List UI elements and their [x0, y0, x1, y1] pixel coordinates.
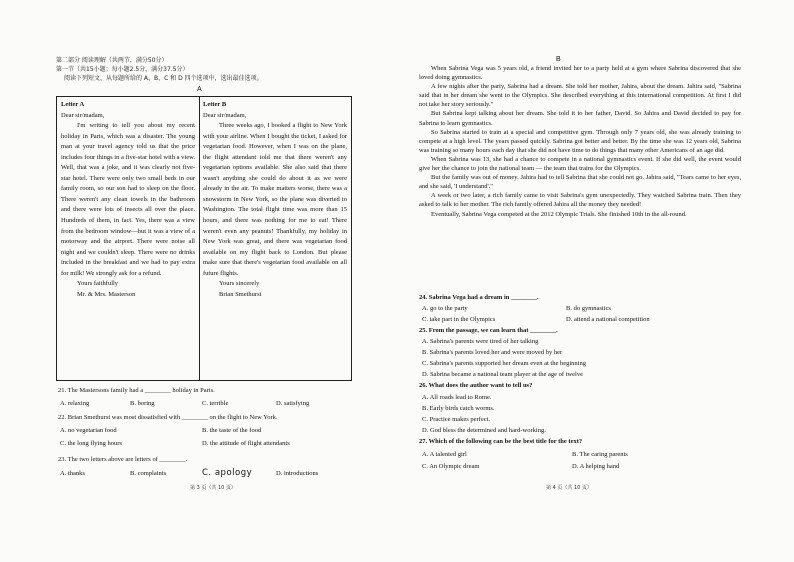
letter-a-body: I'm writing to tell you about my recent holiday in Paris, which was a disaster. The young man at your travel agency told us that the price includes four things in a five-star hotel with a view. Well, that was a joke, and it was clearly not five-star hotel. There were only two small beds in our family room, so our son had to sleep on the floor. There weren't any clean towels in the bathroom and there were lots of insects all over the place. Hundreds of them, in fact. Yes, there was a view from the bedroom window—but it was a view of a motorway and the airport. There were noise all night and we couldn't sleep. There were no drinks included in the breakfast and we had to pay extra for milk! We strongly ask for a refund.: [61, 122, 195, 277]
q23-option-c[interactable]: C. apology: [202, 468, 253, 478]
q26-option-a[interactable]: A. All roads lead to Rome.: [422, 394, 492, 401]
q25-option-a[interactable]: A. Sabrina's parents were tired of her talking: [422, 338, 539, 345]
letter-b-signature: Brian Smethurst: [219, 290, 262, 298]
q24-option-b[interactable]: B. do gymnastics: [566, 305, 611, 312]
letter-b: [203, 100, 347, 300]
passage-b-paragraph-8: Eventually, Sabrina Vega competed at the 2012 Olympic Trials. She finished 10th in the all-round.: [431, 210, 687, 218]
question-26: 26. What does the author want to tell us?: [419, 382, 533, 389]
q23-option-a[interactable]: A. thanks: [60, 470, 85, 477]
q24-option-c[interactable]: C. take part in the Olympics: [422, 316, 496, 323]
q27-option-b[interactable]: B. The caring parents: [572, 451, 628, 458]
q27-option-d[interactable]: D. A helping hand: [572, 463, 620, 470]
letter-a-title: Letter A: [61, 101, 85, 108]
q22-option-a[interactable]: A. no vegetarian food: [60, 427, 117, 434]
letter-b-closing: Yours sincerely: [219, 280, 260, 288]
q26-option-c[interactable]: C. Practice makes perfect.: [422, 416, 491, 423]
q21-option-b[interactable]: B. boring: [130, 400, 155, 407]
q27-option-a[interactable]: A. A talented girl: [422, 451, 467, 458]
part-heading: 第二部分 阅读理解（共两节，满分50分）: [56, 57, 168, 64]
q25-option-d[interactable]: D. Sabrina became a national team player at the age of twelve: [422, 371, 583, 378]
question-21: 21. The Mastersons family had a ________ holiday in Paris.: [58, 387, 215, 394]
passage-b-paragraph-2: A few nights after the party, Sabrina had a dream. She told her mother, Jahira, about the dream. Jahira said, "Sabrina said that in her dream she went to the Olympics. She described everything at this international competition. At first I did not take her story seriously.": [419, 83, 741, 109]
passage-b-label: B: [556, 56, 561, 63]
q25-option-b[interactable]: B. Sabrina's parents loved her and were moved by her: [422, 349, 563, 356]
passage-b-paragraph-6: But the family was out of money. Jahira had to tell Sabrina that she could not go. Jahira said, "Tears came to her eyes, and she said, 'I understand'.": [419, 174, 741, 191]
q26-option-b[interactable]: B. Early birds catch worms.: [422, 405, 495, 412]
q24-option-a[interactable]: A. go to the party: [422, 305, 468, 312]
question-23: 23. The two letters above are letters of ________.: [58, 456, 188, 463]
letter-a-greeting: Dear sir/madam,: [61, 111, 105, 119]
question-27: 27. Which of the following can be the best title for the text?: [419, 438, 583, 445]
q27-option-c[interactable]: C. An Olympic dream: [422, 463, 480, 470]
question-25: 25. From the passage, we can learn that ________.: [419, 327, 558, 334]
q23-option-b[interactable]: B. complaints: [130, 470, 167, 477]
passage-a-label: A: [197, 86, 202, 93]
q23-option-d[interactable]: D. introductions: [276, 470, 319, 477]
passage-b-paragraph-3: But Sabrina kept talking about her dream. She told it to her father, David. So Jahira and David decided to pay for Sabrina to learn gymnastics.: [419, 110, 741, 127]
letter-a-signature: Mr. & Mrs. Masterson: [77, 290, 136, 298]
letters-box: [56, 96, 352, 381]
q22-option-c[interactable]: C. the long flying hours: [60, 440, 122, 447]
q22-option-b[interactable]: B. the taste of the food: [202, 427, 262, 434]
page-footer-left: 第 3 页（共 10 页）: [190, 485, 236, 491]
q22-option-d[interactable]: D. the attitude of flight attendants: [202, 440, 290, 447]
q26-option-d[interactable]: D. God bless the determined and hard-working.: [422, 427, 546, 434]
letter-b-greeting: Dear sir/madam,: [203, 111, 247, 119]
letter-b-body: Three weeks ago, I booked a flight to New York with your airline. When I bought the ticket, I asked for vegetarian food. However, when I was on the plane, the flight attendant told me that there weren't any vegetarian options available. She also said that there wasn't anything she could do about it as we were already in the air. To make matters worse, there was a snowstorm in New York, so the plane was diverted to Washington. The total flight time was more than 15 hours, and there was nothing for me to eat! There weren't even any peanuts! Thankfully, my holiday in New York was great, and there was vegetarian food available on my flight back to London. But please make sure that there's vegetarian food available on all future flights.: [203, 122, 347, 277]
section-heading: 第一节（共15小题；每小题2.5分，满分37.5分）: [56, 66, 189, 73]
passage-b-paragraph-1: When Sabrina Vega was 5 years old, a friend invited her to a party held at a gym where Sabrina discovered that she loved doing gymnastics.: [419, 65, 741, 82]
passage-b-paragraph-7: A week or two later, a rich family came to visit Sabrina's gym unexpectedly. They watched Sabrina train. Then they asked to talk to her mother. The rich family offered Jahira all the money they needed!: [419, 192, 741, 209]
passage-b-paragraph-5: When Sabrina was 13, she had a chance to compete in a national gymnastics event. If she did well, the event would give her the chance to join the national team — the team that trains for the Olympics.: [419, 155, 741, 173]
q25-option-c[interactable]: C. Sabrina's parents supported her dream even at the beginning: [422, 360, 586, 367]
q21-option-d[interactable]: D. satisfying: [276, 400, 310, 407]
instructions: 阅读下列短文，从每题所给的 A、B、C 和 D 四个选项中，选出最佳选项。: [64, 75, 263, 82]
question-22: 22. Brian Smethurst was most dissatisfied with ________ on the flight to New York.: [58, 414, 278, 421]
passage-b-paragraph-4: So Sabrina started to train at a special and competitive gym. Through only 7 years old, she was already training to compete at a high level. The years passed quickly. Sabrina got better and better. By the time she was 12 years old, Sabrina was training so many hours each day that she did not have time to do things that many other Americans of an age did.: [419, 128, 741, 154]
letter-a-closing: Yours faithfully: [77, 280, 119, 288]
q21-option-a[interactable]: A. relaxing: [60, 400, 90, 407]
q21-option-c[interactable]: C. terrible: [202, 400, 229, 407]
question-24: 24. Sabrina Vega had a dream in ________.: [419, 294, 539, 301]
letter-a: [61, 100, 195, 300]
passage-b: [419, 64, 741, 219]
letters-divider: [199, 97, 200, 380]
letter-b-title: Letter B: [203, 101, 227, 108]
q24-option-d[interactable]: D. attend a national competition: [566, 316, 650, 323]
page-footer-right: 第 4 页（共 10 页）: [546, 485, 592, 491]
